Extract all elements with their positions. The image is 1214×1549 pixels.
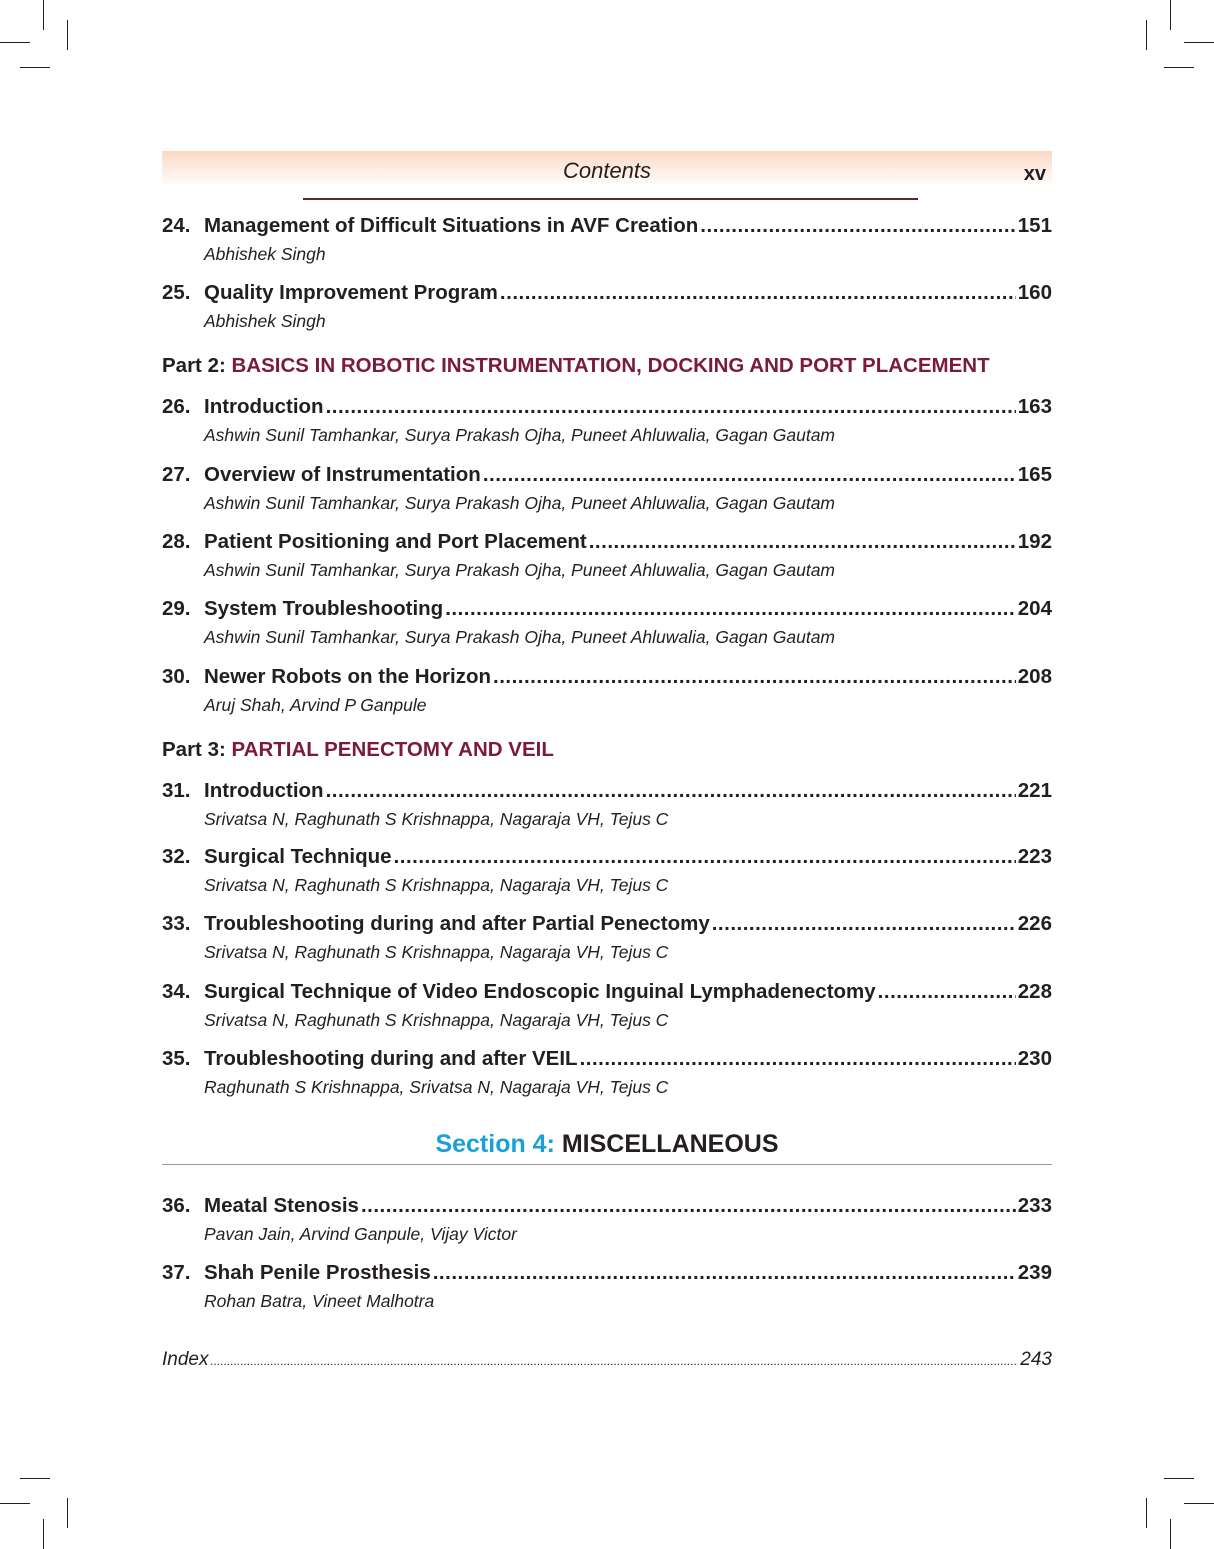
entry-page: 192 [1017, 530, 1052, 553]
entry-number: 28. [162, 530, 191, 553]
part-heading [162, 738, 554, 762]
entry-authors: Rohan Batra, Vineet Malhotra [204, 1291, 435, 1311]
entry-title: Introduction [204, 779, 324, 802]
toc-entry[interactable] [162, 393, 1052, 447]
entry-page: 223 [1017, 845, 1052, 868]
entry-page: 221 [1017, 779, 1052, 802]
entry-number: 25. [162, 281, 191, 304]
entry-page: 160 [1017, 281, 1052, 304]
entry-authors: Ashwin Sunil Tamhankar, Surya Prakash Ojha, Puneet Ahluwalia, Gagan Gautam [204, 493, 835, 513]
index-page: 243 [1020, 1349, 1052, 1370]
dot-leader [589, 528, 1016, 556]
entry-number: 24. [162, 214, 191, 237]
dot-leader [712, 910, 1016, 938]
part-label: Part 3: [162, 738, 232, 761]
crop-mark [1184, 42, 1214, 43]
entry-authors: Srivatsa N, Raghunath S Krishnappa, Nagaraja VH, Tejus C [204, 809, 669, 829]
entry-title: Newer Robots on the Horizon [204, 665, 491, 688]
entry-title: Management of Difficult Situations in AVF Creation [204, 214, 699, 237]
running-header [162, 151, 1052, 187]
part-title: BASICS IN ROBOTIC INSTRUMENTATION, DOCKING AND PORT PLACEMENT [231, 354, 990, 377]
entry-title: Meatal Stenosis [204, 1194, 359, 1217]
entry-title: Troubleshooting during and after VEIL [204, 1047, 578, 1070]
entry-authors: Abhishek Singh [204, 244, 326, 264]
entry-title: System Troubleshooting [204, 597, 444, 620]
crop-mark [1184, 1503, 1214, 1504]
dot-leader [580, 1045, 1016, 1073]
crop-mark [43, 0, 44, 30]
dot-leader [700, 212, 1015, 240]
entry-number: 30. [162, 665, 191, 688]
toc-entry[interactable] [162, 663, 1052, 717]
index-entry[interactable] [162, 1349, 1052, 1371]
dot-leader [483, 461, 1016, 489]
entry-page: 239 [1017, 1261, 1052, 1284]
entry-authors: Srivatsa N, Raghunath S Krishnappa, Nagaraja VH, Tejus C [204, 942, 669, 962]
toc-entry[interactable] [162, 1192, 1052, 1246]
dot-leader [326, 393, 1016, 421]
toc-entry[interactable] [162, 1045, 1052, 1099]
entry-page: 228 [1017, 980, 1052, 1003]
entry-authors: Ashwin Sunil Tamhankar, Surya Prakash Ojha, Puneet Ahluwalia, Gagan Gautam [204, 627, 835, 647]
crop-mark [0, 42, 30, 43]
crop-mark [67, 1498, 68, 1528]
entry-number: 37. [162, 1261, 191, 1284]
part-heading [162, 354, 990, 378]
crop-mark [67, 20, 68, 50]
crop-mark [1146, 1498, 1147, 1528]
entry-number: 33. [162, 912, 191, 935]
entry-authors: Ashwin Sunil Tamhankar, Surya Prakash Ojha, Puneet Ahluwalia, Gagan Gautam [204, 425, 835, 445]
entry-authors: Raghunath S Krishnappa, Srivatsa N, Nagaraja VH, Tejus C [204, 1077, 669, 1097]
entry-title: Patient Positioning and Port Placement [204, 530, 587, 553]
crop-mark [1164, 67, 1194, 68]
entry-number: 29. [162, 597, 191, 620]
entry-number: 31. [162, 779, 191, 802]
crop-mark [1164, 1478, 1194, 1479]
toc-entry[interactable] [162, 279, 1052, 333]
dot-leader [878, 978, 1016, 1006]
dot-leader [433, 1259, 1016, 1287]
entry-page: 151 [1017, 214, 1052, 237]
toc-entry[interactable] [162, 595, 1052, 649]
crop-mark [20, 1478, 50, 1479]
entry-number: 35. [162, 1047, 191, 1070]
entry-number: 26. [162, 395, 191, 418]
dot-leader [493, 663, 1016, 691]
entry-authors: Srivatsa N, Raghunath S Krishnappa, Nagaraja VH, Tejus C [204, 1010, 669, 1030]
dot-leader [500, 279, 1016, 307]
entry-number: 34. [162, 980, 191, 1003]
header-rule [303, 198, 918, 200]
toc-entry[interactable] [162, 978, 1052, 1032]
crop-mark [1170, 0, 1171, 30]
dot-leader [445, 595, 1016, 623]
toc-entry[interactable] [162, 910, 1052, 964]
toc-entry[interactable] [162, 1259, 1052, 1313]
entry-number: 36. [162, 1194, 191, 1217]
entry-page: 204 [1017, 597, 1052, 620]
toc-entry[interactable] [162, 212, 1052, 266]
dot-leader [361, 1192, 1016, 1220]
entry-title: Surgical Technique of Video Endoscopic Inguinal Lymphadenectomy [204, 980, 876, 1003]
toc-entry[interactable] [162, 461, 1052, 515]
dot-leader [210, 1354, 1018, 1368]
entry-authors: Abhishek Singh [204, 311, 326, 331]
entry-title: Troubleshooting during and after Partial Penectomy [204, 912, 710, 935]
entry-page: 163 [1017, 395, 1052, 418]
crop-mark [1170, 1519, 1171, 1549]
section-title: MISCELLANEOUS [561, 1130, 779, 1158]
entry-page: 165 [1017, 463, 1052, 486]
crop-mark [0, 1503, 30, 1504]
part-label: Part 2: [162, 354, 232, 377]
entry-page: 233 [1017, 1194, 1052, 1217]
entry-authors: Srivatsa N, Raghunath S Krishnappa, Nagaraja VH, Tejus C [204, 875, 669, 895]
entry-number: 32. [162, 845, 191, 868]
entry-title: Quality Improvement Program [204, 281, 498, 304]
entry-page: 208 [1017, 665, 1052, 688]
crop-mark [1146, 20, 1147, 50]
entry-page: 230 [1017, 1047, 1052, 1070]
entry-page: 226 [1017, 912, 1052, 935]
entry-authors: Aruj Shah, Arvind P Ganpule [204, 695, 427, 715]
part-title: PARTIAL PENECTOMY AND VEIL [231, 738, 554, 761]
entry-title: Overview of Instrumentation [204, 463, 481, 486]
section-rule [162, 1164, 1052, 1165]
entry-authors: Pavan Jain, Arvind Ganpule, Vijay Victor [204, 1224, 517, 1244]
section-label: Section 4: [435, 1130, 562, 1158]
section-heading [162, 1130, 1052, 1159]
entry-title: Shah Penile Prosthesis [204, 1261, 431, 1284]
entry-number: 27. [162, 463, 191, 486]
dot-leader [326, 777, 1016, 805]
header-title: Contents [562, 158, 652, 183]
entry-authors: Ashwin Sunil Tamhankar, Surya Prakash Ojha, Puneet Ahluwalia, Gagan Gautam [204, 560, 835, 580]
entry-title: Surgical Technique [204, 845, 392, 868]
header-page-number: xv [1023, 163, 1046, 185]
toc-entry[interactable] [162, 528, 1052, 582]
crop-mark [43, 1519, 44, 1549]
entry-title: Introduction [204, 395, 324, 418]
crop-mark [20, 67, 50, 68]
toc-entry[interactable] [162, 843, 1052, 897]
toc-entry[interactable] [162, 777, 1052, 831]
index-label: Index [162, 1349, 209, 1370]
dot-leader [394, 843, 1016, 871]
